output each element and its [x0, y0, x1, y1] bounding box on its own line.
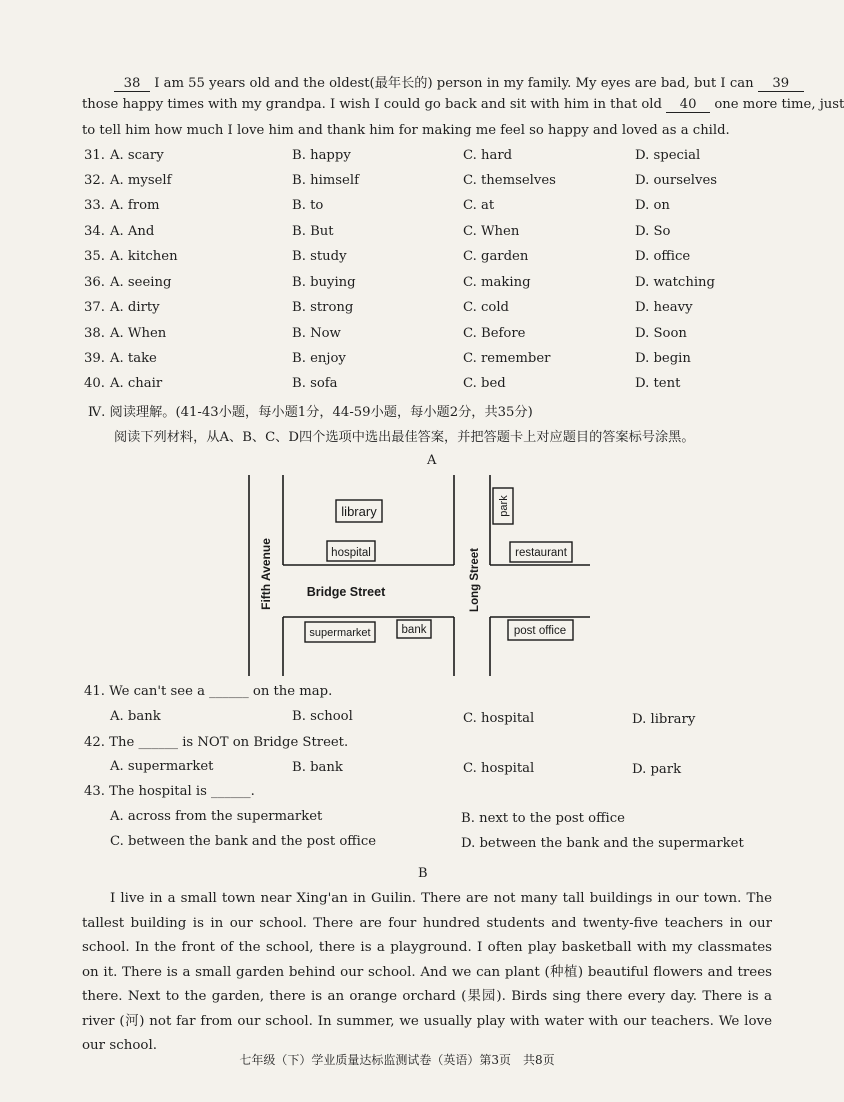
map-label-bridge-street: Bridge Street	[306, 585, 386, 599]
option-c: C. cold	[463, 300, 509, 315]
question-number: 39.	[84, 351, 105, 366]
option-b: B. But	[292, 224, 334, 239]
blank-40: 40	[666, 97, 710, 113]
passage-text-4: to tell him how much I love him and thank him for making me feel so happy and loved as a child.	[82, 123, 730, 138]
option-a: A. myself	[110, 173, 172, 188]
cloze-row	[0, 224, 794, 246]
cloze-row	[0, 173, 794, 195]
street-map-svg	[244, 470, 590, 676]
question-number: 34.	[84, 224, 105, 239]
question-41-option-c: C. hospital	[463, 711, 535, 726]
page-footer: 七年级（下）学业质量达标监测试卷（英语）第3页 共8页	[239, 1053, 555, 1067]
option-b: B. strong	[292, 300, 354, 315]
option-a: A. kitchen	[110, 249, 178, 264]
option-b: B. himself	[292, 173, 359, 188]
map-label-long-street: Long Street	[469, 548, 481, 612]
question-43-option-d: D. between the bank and the supermarket	[461, 836, 744, 851]
option-a: A. scary	[110, 148, 164, 163]
question-42-option-c: C. hospital	[463, 761, 535, 776]
option-b: B. enjoy	[292, 351, 346, 366]
option-c: C. When	[463, 224, 520, 239]
option-d: D. heavy	[635, 300, 693, 315]
blank-38: 38	[114, 76, 150, 92]
question-41-option-a: A. bank	[110, 709, 161, 724]
option-a: A. And	[110, 224, 155, 239]
option-b: B. to	[292, 198, 324, 213]
map-label-restaurant: restaurant	[515, 547, 567, 559]
question-42-option-a: A. supermarket	[110, 759, 214, 774]
question-41-option-b: B. school	[292, 709, 353, 724]
cloze-row	[0, 198, 794, 220]
passage-b-label: B	[418, 866, 428, 881]
question-number: 38.	[84, 326, 105, 341]
map-label-fifth-avenue: Fifth Avenue	[259, 538, 273, 610]
map-label-library: library	[341, 504, 377, 519]
option-c: C. bed	[463, 376, 506, 391]
cloze-row	[0, 376, 794, 398]
passage-b-text: I live in a small town near Xing'an in Guilin. There are not many tall buildings in our town. The tallest building is in our school. There are four hundred students and twenty-five teachers in our school. In the front of the school, there is a playground. I often play basketball with my classmates on it. There is a small garden behind our school. And we can plant (种植) beautiful flowers and trees there. Next to the garden, there is an orange orchard (果园). Birds sing there every day. There is a river (河) not far from our school. In summer, we usually play with water with our teachers. We love our school.	[82, 891, 772, 1053]
cloze-row	[0, 326, 794, 348]
question-number: 31.	[84, 148, 105, 163]
question-43-stem: 43. The hospital is ______.	[84, 784, 255, 799]
option-c: C. garden	[463, 249, 529, 264]
option-a: A. chair	[110, 376, 163, 391]
option-c: C. themselves	[463, 173, 556, 188]
option-d: D. special	[635, 148, 701, 163]
passage-a-label: A	[427, 453, 437, 468]
question-number: 36.	[84, 275, 105, 290]
cloze-row	[0, 275, 794, 297]
option-d: D. on	[635, 198, 670, 213]
option-d: D. begin	[635, 351, 691, 366]
option-c: C. Before	[463, 326, 526, 341]
section-heading: Ⅳ. 阅读理解。(41-43小题，每小题1分，44-59小题，每小题2分，共35分)	[88, 405, 533, 420]
option-a: A. seeing	[110, 275, 172, 290]
question-number: 33.	[84, 198, 105, 213]
option-b: B. sofa	[292, 376, 338, 391]
option-d: D. watching	[635, 275, 715, 290]
option-b: B. study	[292, 249, 347, 264]
question-42-option-b: B. bank	[292, 760, 343, 775]
map-label-hospital: hospital	[331, 547, 371, 559]
passage-text-1: I am 55 years old and the oldest(最年长的) person in my family. My eyes are bad, but I can	[154, 76, 754, 91]
passage-line-1	[114, 72, 804, 92]
option-c: C. remember	[463, 351, 551, 366]
question-number: 35.	[84, 249, 105, 264]
cloze-row	[0, 148, 794, 170]
cloze-row	[0, 300, 794, 322]
question-42-stem: 42. The ______ is NOT on Bridge Street.	[84, 735, 349, 750]
option-d: D. office	[635, 249, 691, 264]
option-b: B. buying	[292, 275, 356, 290]
map-label-supermarket: supermarket	[309, 627, 371, 639]
question-43-option-a: A. across from the supermarket	[110, 809, 323, 824]
passage-text-2: those happy times with my grandpa. I wish I could go back and sit with him in that old	[82, 97, 662, 112]
question-number: 37.	[84, 300, 105, 315]
option-b: B. happy	[292, 148, 351, 163]
cloze-row	[0, 249, 794, 271]
option-a: A. dirty	[110, 300, 160, 315]
option-d: D. ourselves	[635, 173, 718, 188]
street-map	[244, 470, 590, 676]
section-instruction: 阅读下列材料，从A、B、C、D四个选项中选出最佳答案，并把答题卡上对应题目的答案标号涂黑。	[114, 430, 695, 445]
passage-line-2	[82, 97, 844, 113]
passage-line-3	[82, 123, 730, 138]
map-label-post-office: post office	[513, 625, 567, 637]
option-d: D. So	[635, 224, 671, 239]
option-c: C. at	[463, 198, 495, 213]
option-a: A. When	[110, 326, 167, 341]
question-number: 40.	[84, 376, 105, 391]
option-d: D. tent	[635, 376, 681, 391]
option-c: C. hard	[463, 148, 513, 163]
option-a: A. from	[110, 198, 160, 213]
question-41-option-d: D. library	[632, 712, 696, 727]
option-b: B. Now	[292, 326, 341, 341]
question-43-option-b: B. next to the post office	[461, 811, 625, 826]
cloze-row	[0, 351, 794, 373]
option-c: C. making	[463, 275, 531, 290]
question-43-option-c: C. between the bank and the post office	[110, 834, 377, 849]
blank-39: 39	[758, 76, 804, 92]
question-42-option-d: D. park	[632, 762, 682, 777]
question-number: 32.	[84, 173, 105, 188]
option-a: A. take	[110, 351, 157, 366]
passage-text-3: one more time, just	[714, 97, 844, 112]
question-41-stem: 41. We can't see a ______ on the map.	[84, 684, 333, 699]
map-label-bank: bank	[401, 624, 427, 636]
map-label-park: park	[498, 495, 510, 517]
option-d: D. Soon	[635, 326, 687, 341]
